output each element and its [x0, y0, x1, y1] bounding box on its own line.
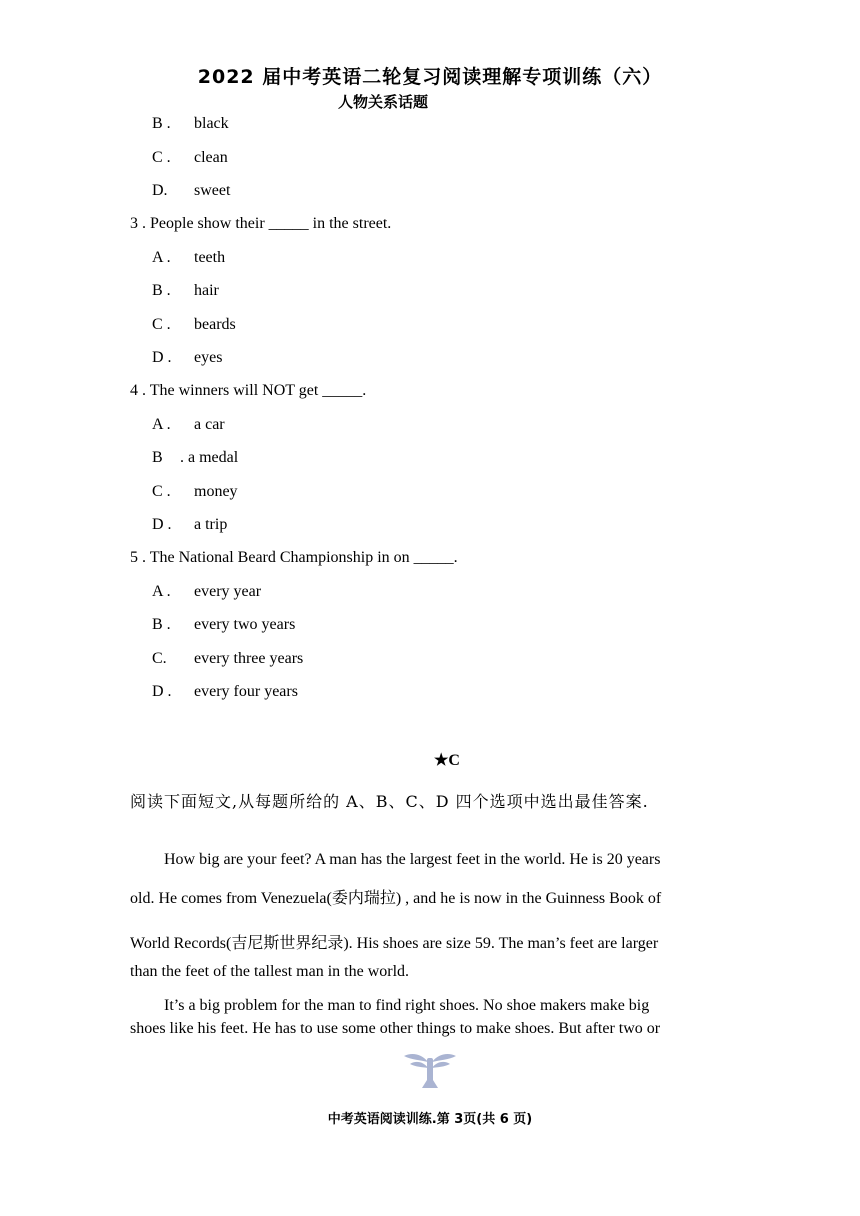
- question-3-stem: 3 . People show their _____ in the street.: [130, 215, 392, 232]
- q2-option-c: C . clean: [152, 149, 228, 166]
- q4-option-b: B . a medal: [152, 449, 239, 466]
- passage-p2-line1: It’s a big problem for the man to find right shoes. No shoe makers make big: [164, 997, 650, 1014]
- section-c-heading: ★C: [434, 752, 460, 769]
- passage-p1-line2: old. He comes from Venezuela(委内瑞拉) , and he is now in the Guinness Book of: [130, 890, 662, 907]
- passage-p1-line4: than the feet of the tallest man in the world.: [130, 963, 410, 980]
- q3-option-d: D . eyes: [152, 349, 223, 366]
- q3-option-a: A . teeth: [152, 249, 226, 266]
- q2-option-d: D. sweet: [152, 182, 231, 199]
- q5-option-d: D . every four years: [152, 683, 298, 700]
- q3-option-c: C . beards: [152, 316, 236, 333]
- q4-option-d: D . a trip: [152, 516, 228, 533]
- q5-option-a: A . every year: [152, 583, 262, 600]
- q5-option-b: B . every two years: [152, 616, 296, 633]
- question-4-stem: 4 . The winners will NOT get _____.: [130, 382, 367, 399]
- q4-option-a: A . a car: [152, 416, 225, 433]
- passage-p1-line3: World Records(吉尼斯世界纪录). His shoes are size 59. The man’s feet are larger: [130, 935, 659, 952]
- page-title: 2022 届中考英语二轮复习阅读理解专项训练（六）: [197, 66, 663, 88]
- page-footer: 中考英语阅读训练.第 3页(共 6 页): [327, 1112, 533, 1127]
- q3-option-b: B . hair: [152, 282, 219, 299]
- q5-option-c: C. every three years: [152, 650, 304, 667]
- page-subtitle: 人物关系话题: [338, 93, 429, 111]
- section-instruction: 阅读下面短文,从每题所给的 A、B、C、D 四个选项中选出最佳答案.: [130, 792, 649, 811]
- q4-option-c: C . money: [152, 483, 238, 500]
- question-5-stem: 5 . The National Beard Championship in on _____.: [130, 549, 458, 566]
- q2-option-b: B . black: [152, 115, 229, 132]
- passage-p1-line1: How big are your feet? A man has the largest feet in the world. He is 20 years: [164, 851, 661, 868]
- passage-p2-line2: shoes like his feet. He has to use some other things to make shoes. But after two or: [130, 1020, 661, 1037]
- tree-logo-icon: [402, 1050, 458, 1090]
